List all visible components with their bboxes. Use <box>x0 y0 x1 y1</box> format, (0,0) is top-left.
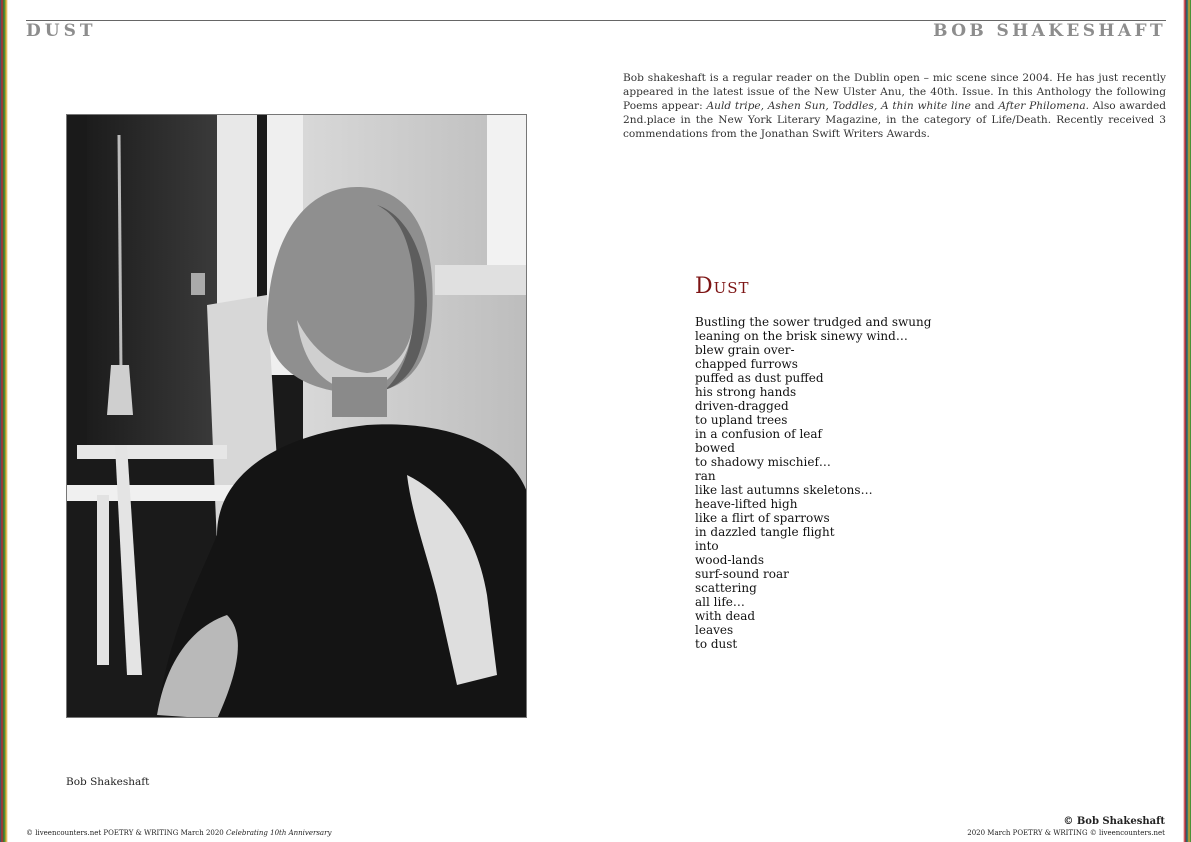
footer-copyright: © Bob Shakeshaft <box>1063 816 1165 827</box>
bio-text-2: and <box>970 100 999 112</box>
poem-line: ran <box>695 469 716 483</box>
author-bio <box>623 71 1166 141</box>
poem-line: like a flirt of sparrows <box>695 511 830 525</box>
poem-line: in a confusion of leaf <box>695 427 822 441</box>
poem-line: like last autumns skeletons… <box>695 483 873 497</box>
running-header-left: DUST <box>26 21 97 41</box>
poem-line: into <box>695 539 719 553</box>
footer-left <box>26 829 331 837</box>
bio-poem-title-2: After Philomena. <box>998 100 1090 112</box>
poem-line: scattering <box>695 581 757 595</box>
poem-line: with dead <box>695 609 756 623</box>
poem-body <box>695 315 931 651</box>
poem-title: Dust <box>695 274 750 299</box>
poem-line: puffed as dust puffed <box>695 371 824 385</box>
author-photo <box>66 114 527 718</box>
poem-line: his strong hands <box>695 385 797 399</box>
poem-line: leaning on the brisk sinewy wind… <box>695 329 908 343</box>
poem-line: wood-lands <box>695 553 765 567</box>
poem-line: to shadowy mischief… <box>695 455 831 469</box>
poem-line: leaves <box>695 623 734 637</box>
poem-line: chapped furrows <box>695 357 798 371</box>
photo-window <box>487 115 527 285</box>
footer-left-text: © liveencounters.net POETRY & WRITING March 2020 <box>26 829 226 837</box>
poem-line: driven-dragged <box>695 399 789 413</box>
bio-text-1: Bob shakeshaft is a regular reader on the Dublin open – mic scene since 2004. He has just recently appeared in the latest issue of the New Ulster Anu, the 40th. Issue. In this Anthology the following Poems appear: <box>623 72 1166 112</box>
poem-line: surf-sound roar <box>695 567 789 581</box>
poem-line: to dust <box>695 637 738 651</box>
footer-left-italic: Celebrating 10th Anniversary <box>225 829 332 837</box>
poem-line: Bustling the sower trudged and swung <box>695 315 932 329</box>
photo-caption: Bob Shakeshaft <box>66 776 150 788</box>
footer-right: 2020 March POETRY & WRITING © liveencounters.net <box>967 829 1165 837</box>
bio-text-3: Also awarded 2nd.place in the New York Literary Magazine, in the category of Life/Death. Recently received 3 commendations from the Jonathan Swift Writers Awards. <box>623 100 1166 140</box>
poem-line: blew grain over- <box>695 343 795 357</box>
running-header-right: BOB SHAKESHAFT <box>933 21 1166 41</box>
poem-line: all life… <box>695 595 745 609</box>
poem-line: heave-lifted high <box>695 497 798 511</box>
poem-line: bowed <box>695 441 735 455</box>
bio-poem-titles: Auld tripe, Ashen Sun, Toddles, A thin white line <box>706 100 971 112</box>
poem-line: to upland trees <box>695 413 788 427</box>
poem-line: in dazzled tangle flight <box>695 525 835 539</box>
